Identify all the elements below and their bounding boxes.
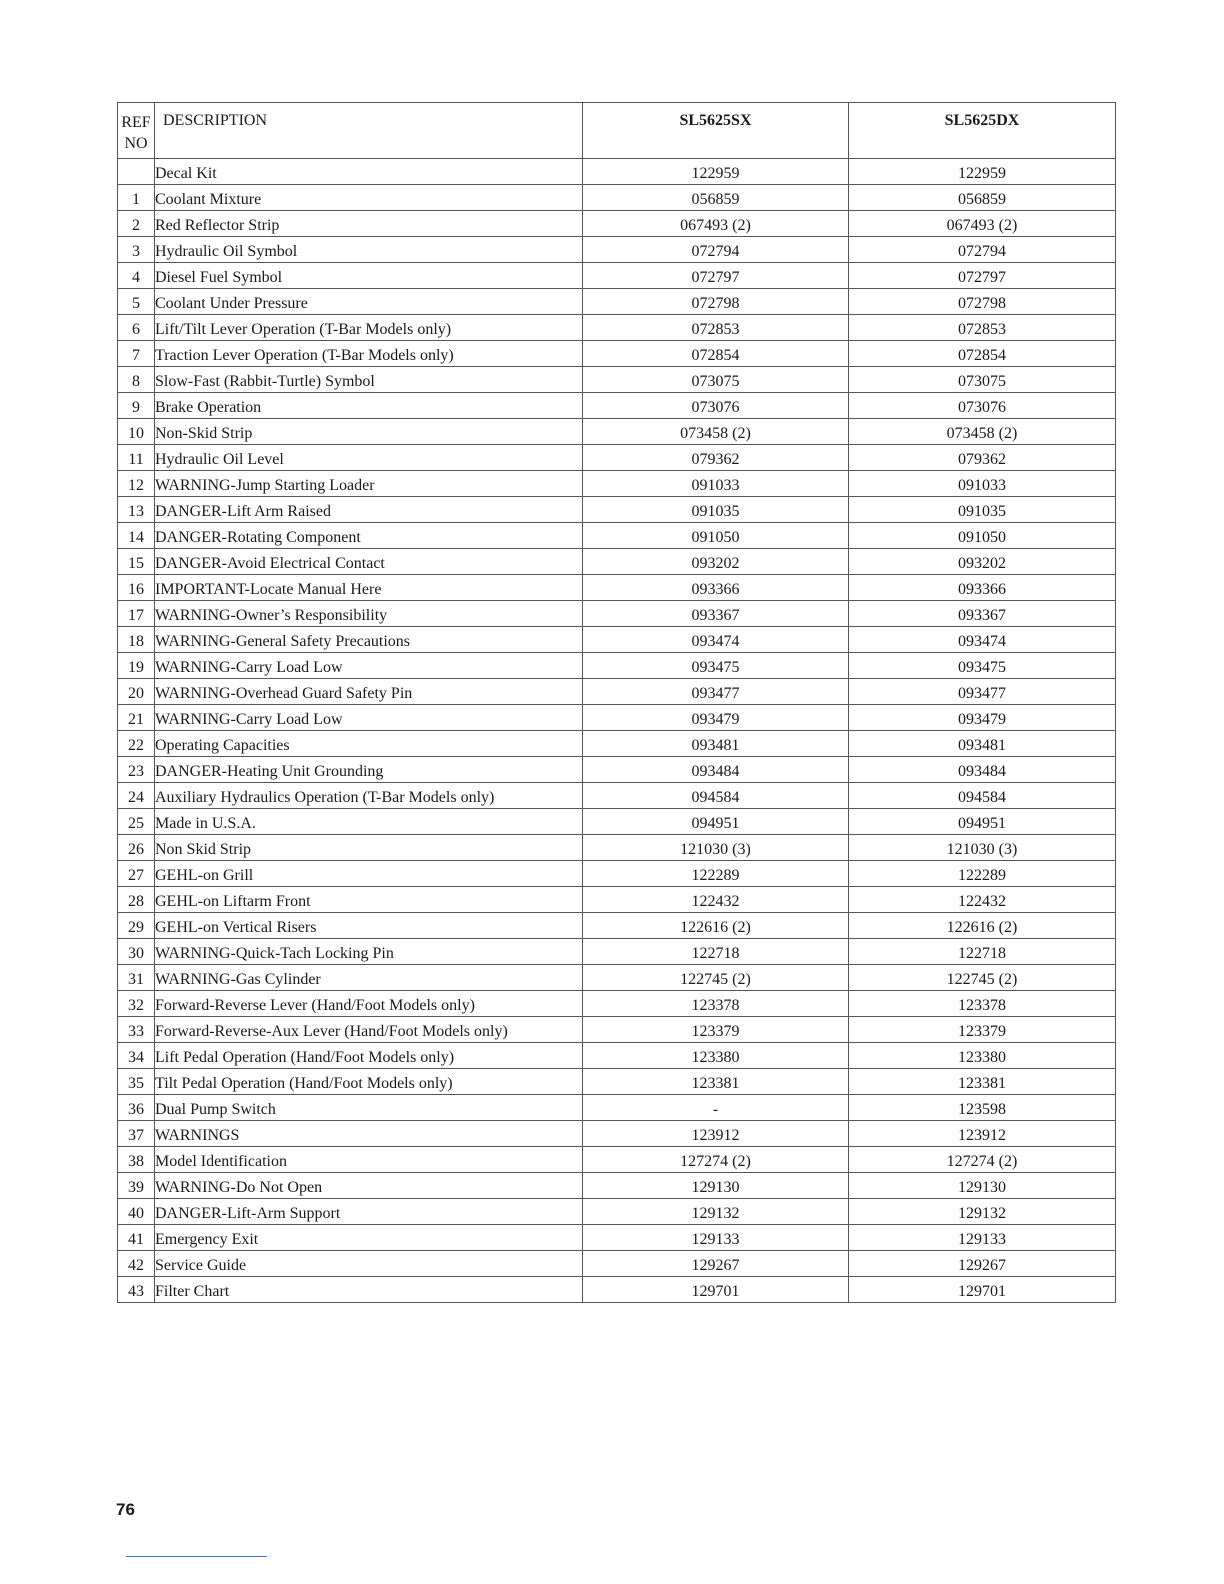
description-cell: GEHL-on Vertical Risers <box>155 913 583 939</box>
part-sx-cell: 122289 <box>583 861 849 887</box>
table-row <box>118 705 1116 731</box>
table-row <box>118 1017 1116 1043</box>
table-row <box>118 757 1116 783</box>
ref-cell: 34 <box>118 1043 155 1069</box>
part-dx-cell: 123379 <box>849 1017 1116 1043</box>
part-dx-cell: 122432 <box>849 887 1116 913</box>
part-sx-cell: 093366 <box>583 575 849 601</box>
ref-cell: 22 <box>118 731 155 757</box>
part-dx-cell: 093202 <box>849 549 1116 575</box>
table-row <box>118 887 1116 913</box>
ref-cell: 29 <box>118 913 155 939</box>
part-dx-cell: 122616 (2) <box>849 913 1116 939</box>
footer-rule <box>126 1556 267 1557</box>
description-cell: DANGER-Heating Unit Grounding <box>155 757 583 783</box>
table-body <box>118 159 1116 1303</box>
description-cell: DANGER-Lift Arm Raised <box>155 497 583 523</box>
part-sx-cell: 093477 <box>583 679 849 705</box>
part-sx-cell: 093484 <box>583 757 849 783</box>
table-row <box>118 1069 1116 1095</box>
ref-cell: 15 <box>118 549 155 575</box>
table-row <box>118 1277 1116 1303</box>
description-cell: Non-Skid Strip <box>155 419 583 445</box>
part-sx-cell: 093367 <box>583 601 849 627</box>
part-sx-cell: 123378 <box>583 991 849 1017</box>
part-dx-cell: 072794 <box>849 237 1116 263</box>
part-sx-cell: 094584 <box>583 783 849 809</box>
ref-cell: 36 <box>118 1095 155 1121</box>
ref-cell: 28 <box>118 887 155 913</box>
ref-cell: 3 <box>118 237 155 263</box>
table-row <box>118 601 1116 627</box>
table-row <box>118 1199 1116 1225</box>
table-row <box>118 939 1116 965</box>
table-header-row <box>118 103 1116 159</box>
table-row <box>118 1147 1116 1173</box>
part-dx-cell: 093479 <box>849 705 1116 731</box>
description-cell: Made in U.S.A. <box>155 809 583 835</box>
ref-cell: 13 <box>118 497 155 523</box>
part-sx-cell: 067493 (2) <box>583 211 849 237</box>
table-row <box>118 653 1116 679</box>
part-dx-cell: 123378 <box>849 991 1116 1017</box>
part-dx-cell: 129267 <box>849 1251 1116 1277</box>
description-cell: Service Guide <box>155 1251 583 1277</box>
part-dx-cell: 073076 <box>849 393 1116 419</box>
description-cell: WARNING-Jump Starting Loader <box>155 471 583 497</box>
description-cell: IMPORTANT-Locate Manual Here <box>155 575 583 601</box>
table-row <box>118 835 1116 861</box>
ref-cell: 23 <box>118 757 155 783</box>
part-sx-cell: 129267 <box>583 1251 849 1277</box>
ref-cell: 39 <box>118 1173 155 1199</box>
part-sx-cell: 123381 <box>583 1069 849 1095</box>
part-sx-cell: 122718 <box>583 939 849 965</box>
ref-cell: 24 <box>118 783 155 809</box>
table-row <box>118 393 1116 419</box>
part-sx-cell: 091033 <box>583 471 849 497</box>
part-sx-cell: 121030 (3) <box>583 835 849 861</box>
description-cell: Red Reflector Strip <box>155 211 583 237</box>
part-sx-cell: 093481 <box>583 731 849 757</box>
model-sx-header: SL5625SX <box>583 103 849 159</box>
part-dx-cell: 123598 <box>849 1095 1116 1121</box>
ref-cell: 18 <box>118 627 155 653</box>
part-sx-cell: 093475 <box>583 653 849 679</box>
part-sx-cell: 129130 <box>583 1173 849 1199</box>
table-row <box>118 627 1116 653</box>
table-row <box>118 471 1116 497</box>
ref-cell: 27 <box>118 861 155 887</box>
table-row <box>118 263 1116 289</box>
ref-cell: 35 <box>118 1069 155 1095</box>
ref-cell: 9 <box>118 393 155 419</box>
description-cell: Lift Pedal Operation (Hand/Foot Models only) <box>155 1043 583 1069</box>
description-cell: DANGER-Rotating Component <box>155 523 583 549</box>
table-row <box>118 1251 1116 1277</box>
part-sx-cell: 122959 <box>583 159 849 185</box>
part-dx-cell: 129701 <box>849 1277 1116 1303</box>
part-dx-cell: 093477 <box>849 679 1116 705</box>
table-row <box>118 1043 1116 1069</box>
part-dx-cell: 072853 <box>849 315 1116 341</box>
table-row <box>118 419 1116 445</box>
ref-cell: 21 <box>118 705 155 731</box>
table-row <box>118 991 1116 1017</box>
part-sx-cell: 072794 <box>583 237 849 263</box>
part-sx-cell: 073075 <box>583 367 849 393</box>
part-sx-cell: 093479 <box>583 705 849 731</box>
part-sx-cell: 122616 (2) <box>583 913 849 939</box>
part-dx-cell: 127274 (2) <box>849 1147 1116 1173</box>
part-sx-cell: 129133 <box>583 1225 849 1251</box>
part-sx-cell: - <box>583 1095 849 1121</box>
description-cell: Coolant Mixture <box>155 185 583 211</box>
part-sx-cell: 122432 <box>583 887 849 913</box>
part-dx-cell: 091050 <box>849 523 1116 549</box>
ref-cell: 25 <box>118 809 155 835</box>
description-cell: WARNING-Quick-Tach Locking Pin <box>155 939 583 965</box>
part-dx-cell: 056859 <box>849 185 1116 211</box>
table-row <box>118 861 1116 887</box>
ref-cell: 11 <box>118 445 155 471</box>
description-cell: Emergency Exit <box>155 1225 583 1251</box>
table-row <box>118 731 1116 757</box>
table-row <box>118 549 1116 575</box>
table-row <box>118 237 1116 263</box>
model-dx-header: SL5625DX <box>849 103 1116 159</box>
part-dx-cell: 129130 <box>849 1173 1116 1199</box>
ref-cell: 26 <box>118 835 155 861</box>
part-dx-cell: 067493 (2) <box>849 211 1116 237</box>
ref-cell: 40 <box>118 1199 155 1225</box>
table-row <box>118 315 1116 341</box>
table-row <box>118 159 1116 185</box>
ref-cell <box>118 159 155 185</box>
table-row <box>118 965 1116 991</box>
decal-parts-table <box>117 102 1116 1303</box>
part-sx-cell: 127274 (2) <box>583 1147 849 1173</box>
table-row <box>118 523 1116 549</box>
table-row <box>118 445 1116 471</box>
description-cell: Hydraulic Oil Level <box>155 445 583 471</box>
description-cell: WARNING-Do Not Open <box>155 1173 583 1199</box>
part-dx-cell: 093366 <box>849 575 1116 601</box>
part-dx-cell: 073075 <box>849 367 1116 393</box>
part-sx-cell: 073076 <box>583 393 849 419</box>
ref-cell: 14 <box>118 523 155 549</box>
part-dx-cell: 122959 <box>849 159 1116 185</box>
part-dx-cell: 072797 <box>849 263 1116 289</box>
part-dx-cell: 129132 <box>849 1199 1116 1225</box>
ref-cell: 8 <box>118 367 155 393</box>
ref-cell: 2 <box>118 211 155 237</box>
part-sx-cell: 123380 <box>583 1043 849 1069</box>
description-cell: Coolant Under Pressure <box>155 289 583 315</box>
table-row <box>118 367 1116 393</box>
description-cell: Brake Operation <box>155 393 583 419</box>
table-row <box>118 1173 1116 1199</box>
part-dx-cell: 093481 <box>849 731 1116 757</box>
description-cell: Slow-Fast (Rabbit-Turtle) Symbol <box>155 367 583 393</box>
part-sx-cell: 091035 <box>583 497 849 523</box>
ref-cell: 12 <box>118 471 155 497</box>
ref-cell: 7 <box>118 341 155 367</box>
table-row <box>118 783 1116 809</box>
ref-cell: 20 <box>118 679 155 705</box>
part-sx-cell: 072853 <box>583 315 849 341</box>
ref-no-header: REF NO <box>118 103 155 159</box>
description-cell: WARNINGS <box>155 1121 583 1147</box>
part-sx-cell: 129132 <box>583 1199 849 1225</box>
part-sx-cell: 122745 (2) <box>583 965 849 991</box>
ref-cell: 1 <box>118 185 155 211</box>
description-cell: Traction Lever Operation (T-Bar Models only) <box>155 341 583 367</box>
part-dx-cell: 073458 (2) <box>849 419 1116 445</box>
part-dx-cell: 122718 <box>849 939 1116 965</box>
description-cell: WARNING-Carry Load Low <box>155 653 583 679</box>
description-cell: Filter Chart <box>155 1277 583 1303</box>
part-dx-cell: 123381 <box>849 1069 1116 1095</box>
part-dx-cell: 123380 <box>849 1043 1116 1069</box>
ref-cell: 16 <box>118 575 155 601</box>
description-cell: Dual Pump Switch <box>155 1095 583 1121</box>
description-cell: WARNING-Gas Cylinder <box>155 965 583 991</box>
ref-cell: 42 <box>118 1251 155 1277</box>
description-cell: Model Identification <box>155 1147 583 1173</box>
ref-cell: 31 <box>118 965 155 991</box>
table-row <box>118 679 1116 705</box>
ref-cell: 33 <box>118 1017 155 1043</box>
part-sx-cell: 091050 <box>583 523 849 549</box>
description-cell: WARNING-Overhead Guard Safety Pin <box>155 679 583 705</box>
description-cell: GEHL-on Grill <box>155 861 583 887</box>
part-sx-cell: 123912 <box>583 1121 849 1147</box>
table-row <box>118 913 1116 939</box>
part-dx-cell: 122745 (2) <box>849 965 1116 991</box>
description-cell: Forward-Reverse-Aux Lever (Hand/Foot Models only) <box>155 1017 583 1043</box>
table-row <box>118 1121 1116 1147</box>
ref-cell: 32 <box>118 991 155 1017</box>
table-row <box>118 185 1116 211</box>
part-dx-cell: 093474 <box>849 627 1116 653</box>
part-sx-cell: 123379 <box>583 1017 849 1043</box>
ref-cell: 5 <box>118 289 155 315</box>
description-cell: Forward-Reverse Lever (Hand/Foot Models only) <box>155 991 583 1017</box>
part-dx-cell: 072798 <box>849 289 1116 315</box>
table-row <box>118 809 1116 835</box>
part-sx-cell: 072797 <box>583 263 849 289</box>
ref-cell: 4 <box>118 263 155 289</box>
description-cell: WARNING-Carry Load Low <box>155 705 583 731</box>
ref-cell: 38 <box>118 1147 155 1173</box>
part-dx-cell: 079362 <box>849 445 1116 471</box>
part-dx-cell: 091035 <box>849 497 1116 523</box>
description-cell: Operating Capacities <box>155 731 583 757</box>
description-cell: Non Skid Strip <box>155 835 583 861</box>
part-dx-cell: 122289 <box>849 861 1116 887</box>
part-sx-cell: 072854 <box>583 341 849 367</box>
part-sx-cell: 094951 <box>583 809 849 835</box>
part-dx-cell: 123912 <box>849 1121 1116 1147</box>
description-cell: DANGER-Avoid Electrical Contact <box>155 549 583 575</box>
ref-cell: 19 <box>118 653 155 679</box>
ref-cell: 17 <box>118 601 155 627</box>
description-cell: WARNING-General Safety Precautions <box>155 627 583 653</box>
part-dx-cell: 129133 <box>849 1225 1116 1251</box>
description-cell: Decal Kit <box>155 159 583 185</box>
part-sx-cell: 079362 <box>583 445 849 471</box>
description-cell: GEHL-on Liftarm Front <box>155 887 583 913</box>
description-cell: WARNING-Owner’s Responsibility <box>155 601 583 627</box>
part-dx-cell: 093367 <box>849 601 1116 627</box>
description-header: DESCRIPTION <box>155 103 583 159</box>
ref-cell: 43 <box>118 1277 155 1303</box>
part-sx-cell: 072798 <box>583 289 849 315</box>
ref-cell: 37 <box>118 1121 155 1147</box>
part-dx-cell: 121030 (3) <box>849 835 1116 861</box>
description-cell: Lift/Tilt Lever Operation (T-Bar Models only) <box>155 315 583 341</box>
part-sx-cell: 093202 <box>583 549 849 575</box>
part-dx-cell: 094584 <box>849 783 1116 809</box>
description-cell: Hydraulic Oil Symbol <box>155 237 583 263</box>
part-dx-cell: 093475 <box>849 653 1116 679</box>
part-dx-cell: 093484 <box>849 757 1116 783</box>
part-sx-cell: 093474 <box>583 627 849 653</box>
table-row <box>118 497 1116 523</box>
description-cell: Tilt Pedal Operation (Hand/Foot Models only) <box>155 1069 583 1095</box>
part-sx-cell: 129701 <box>583 1277 849 1303</box>
description-cell: Auxiliary Hydraulics Operation (T-Bar Models only) <box>155 783 583 809</box>
table-row <box>118 341 1116 367</box>
table-row <box>118 1225 1116 1251</box>
table-row <box>118 575 1116 601</box>
part-sx-cell: 073458 (2) <box>583 419 849 445</box>
description-cell: DANGER-Lift-Arm Support <box>155 1199 583 1225</box>
description-cell: Diesel Fuel Symbol <box>155 263 583 289</box>
ref-cell: 6 <box>118 315 155 341</box>
part-dx-cell: 091033 <box>849 471 1116 497</box>
table-row <box>118 211 1116 237</box>
table-row <box>118 1095 1116 1121</box>
part-dx-cell: 072854 <box>849 341 1116 367</box>
ref-cell: 30 <box>118 939 155 965</box>
part-sx-cell: 056859 <box>583 185 849 211</box>
ref-cell: 41 <box>118 1225 155 1251</box>
table-row <box>118 289 1116 315</box>
part-dx-cell: 094951 <box>849 809 1116 835</box>
page-number: 76 <box>116 1500 135 1519</box>
ref-cell: 10 <box>118 419 155 445</box>
